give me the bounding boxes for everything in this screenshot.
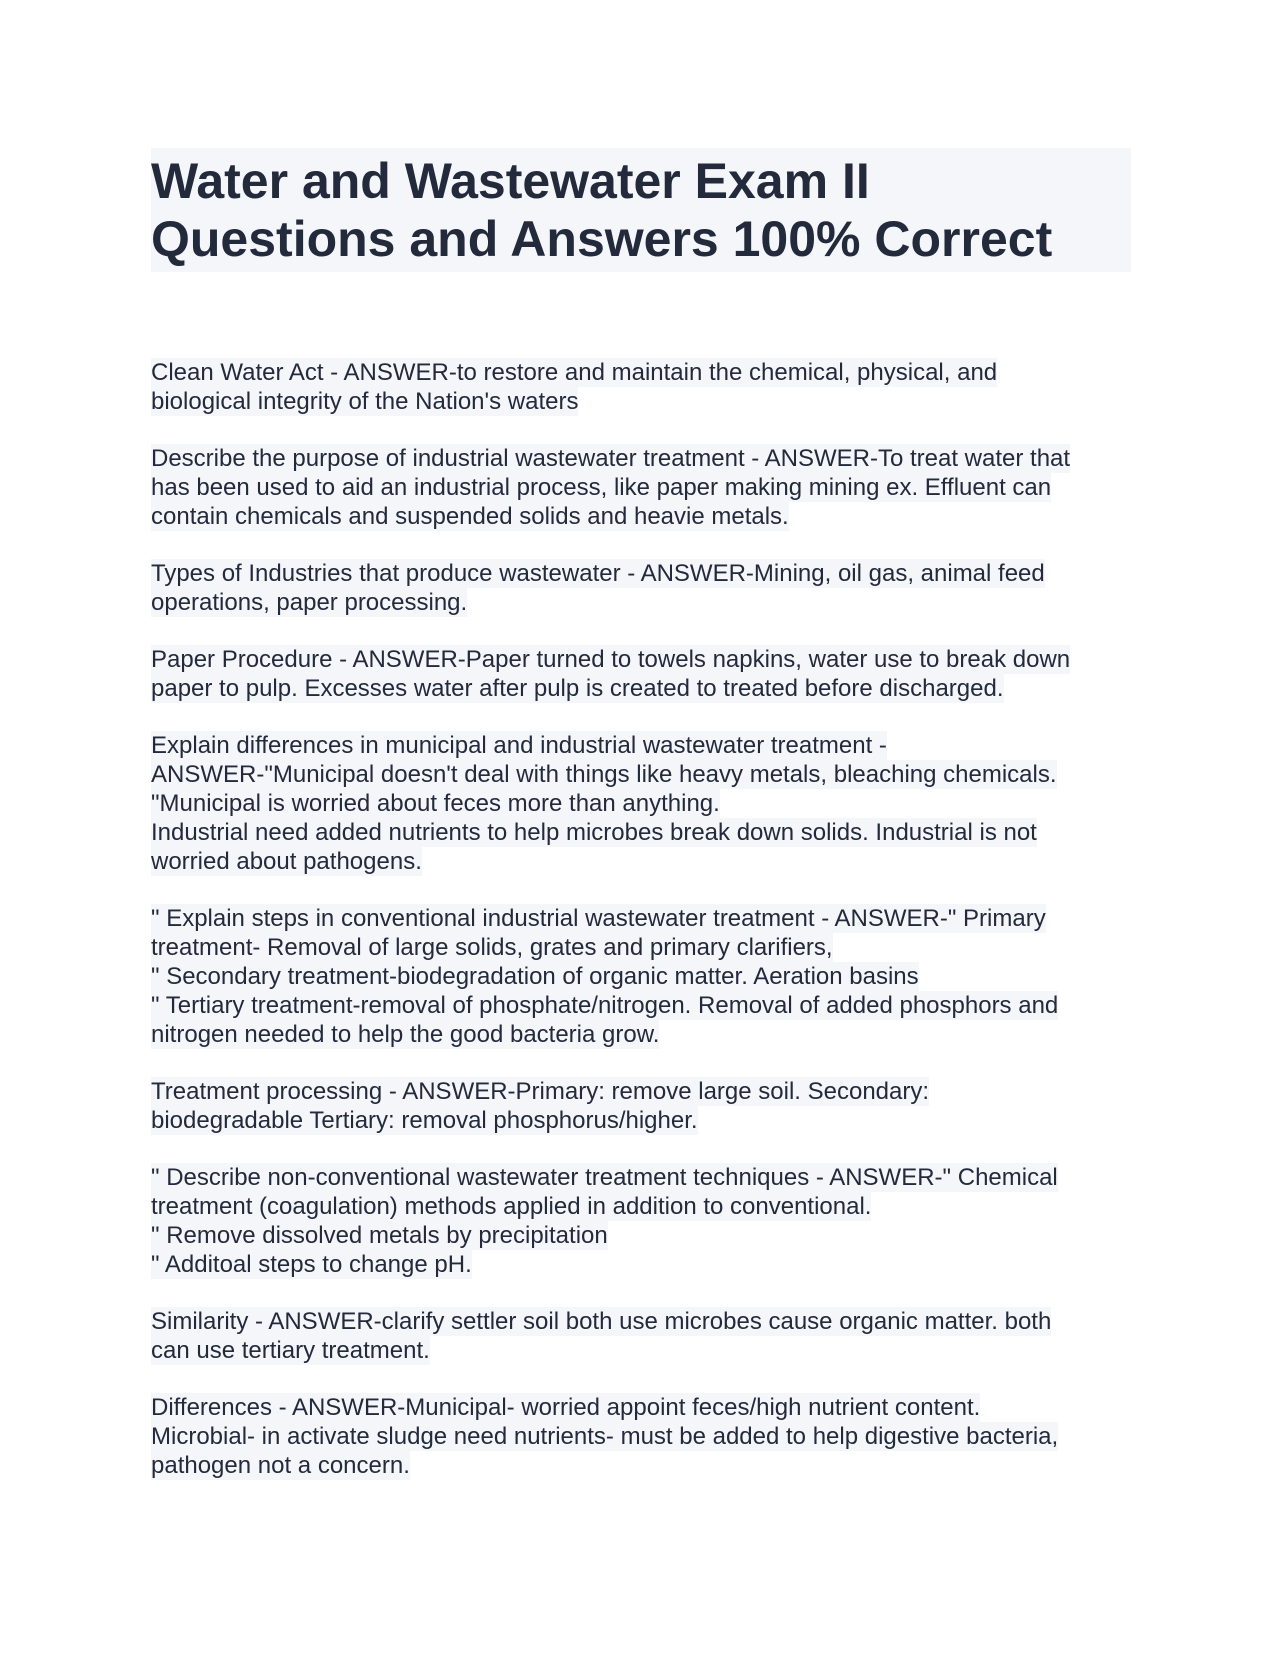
qa-entry-industrial-purpose [151,444,1131,531]
qa-line: " Remove dissolved metals by precipitation [151,1222,608,1249]
qa-line: " Describe non-conventional wastewater treatment techniques - ANSWER-" Chemical [151,1164,1058,1191]
qa-line: treatment (coagulation) methods applied in addition to conventional. [151,1193,872,1220]
qa-line: Differences - ANSWER-Municipal- worried appoint feces/high nutrient content. [151,1394,981,1421]
qa-line: "Municipal is worried about feces more than anything. [151,790,720,817]
qa-line: ANSWER-"Municipal doesn't deal with things like heavy metals, bleaching chemicals. [151,761,1057,788]
qa-entry-paper-procedure [151,645,1131,703]
qa-entry-conventional-steps [151,904,1131,1049]
qa-line: Treatment processing - ANSWER-Primary: remove large soil. Secondary: [151,1078,930,1105]
qa-entry-non-conventional [151,1163,1131,1279]
qa-entry-industry-types [151,559,1131,617]
qa-line: Types of Industries that produce wastewater - ANSWER-Mining, oil gas, animal feed [151,560,1045,587]
qa-line: pathogen not a concern. [151,1452,410,1479]
qa-line: treatment- Removal of large solids, grates and primary clarifiers, [151,934,833,961]
qa-entry-treatment-processing [151,1077,1131,1135]
qa-line: Explain differences in municipal and industrial wastewater treatment - [151,732,887,759]
qa-line: " Additoal steps to change pH. [151,1251,472,1278]
qa-line: nitrogen needed to help the good bacteria grow. [151,1021,660,1048]
qa-line: worried about pathogens. [151,848,422,875]
qa-line: Clean Water Act - ANSWER-to restore and maintain the chemical, physical, and [151,359,998,386]
qa-line: biodegradable Tertiary: removal phosphorus/higher. [151,1107,698,1134]
qa-line: Describe the purpose of industrial wastewater treatment - ANSWER-To treat water that [151,445,1071,472]
qa-entry-municipal-vs-industrial [151,731,1131,876]
qa-line: " Tertiary treatment-removal of phosphate/nitrogen. Removal of added phosphors and [151,992,1059,1019]
title-line-1: Water and Wastewater Exam II [151,153,870,209]
title-line-2: Questions and Answers 100% Correct [151,211,1053,267]
qa-line: Industrial need added nutrients to help microbes break down solids. Industrial is not [151,819,1037,846]
qa-line: Similarity - ANSWER-clarify settler soil both use microbes cause organic matter. both [151,1308,1052,1335]
qa-line: contain chemicals and suspended solids and heavie metals. [151,503,789,530]
document-page [151,148,1131,1508]
qa-line: operations, paper processing. [151,589,468,616]
qa-entry-differences [151,1393,1131,1480]
qa-line: " Secondary treatment-biodegradation of organic matter. Aeration basins [151,963,919,990]
qa-line: Paper Procedure - ANSWER-Paper turned to towels napkins, water use to break down [151,646,1071,673]
qa-list [151,358,1131,1480]
qa-line: Microbial- in activate sludge need nutrients- must be added to help digestive bacteria, [151,1423,1059,1450]
qa-line: " Explain steps in conventional industrial wastewater treatment - ANSWER-" Primary [151,905,1046,932]
qa-line: can use tertiary treatment. [151,1337,430,1364]
document-title [151,148,1131,272]
qa-entry-clean-water-act [151,358,1131,416]
qa-entry-similarity [151,1307,1131,1365]
qa-line: paper to pulp. Excesses water after pulp is created to treated before discharged. [151,675,1004,702]
qa-line: has been used to aid an industrial process, like paper making mining ex. Effluent can [151,474,1052,501]
qa-line: biological integrity of the Nation's waters [151,388,579,415]
